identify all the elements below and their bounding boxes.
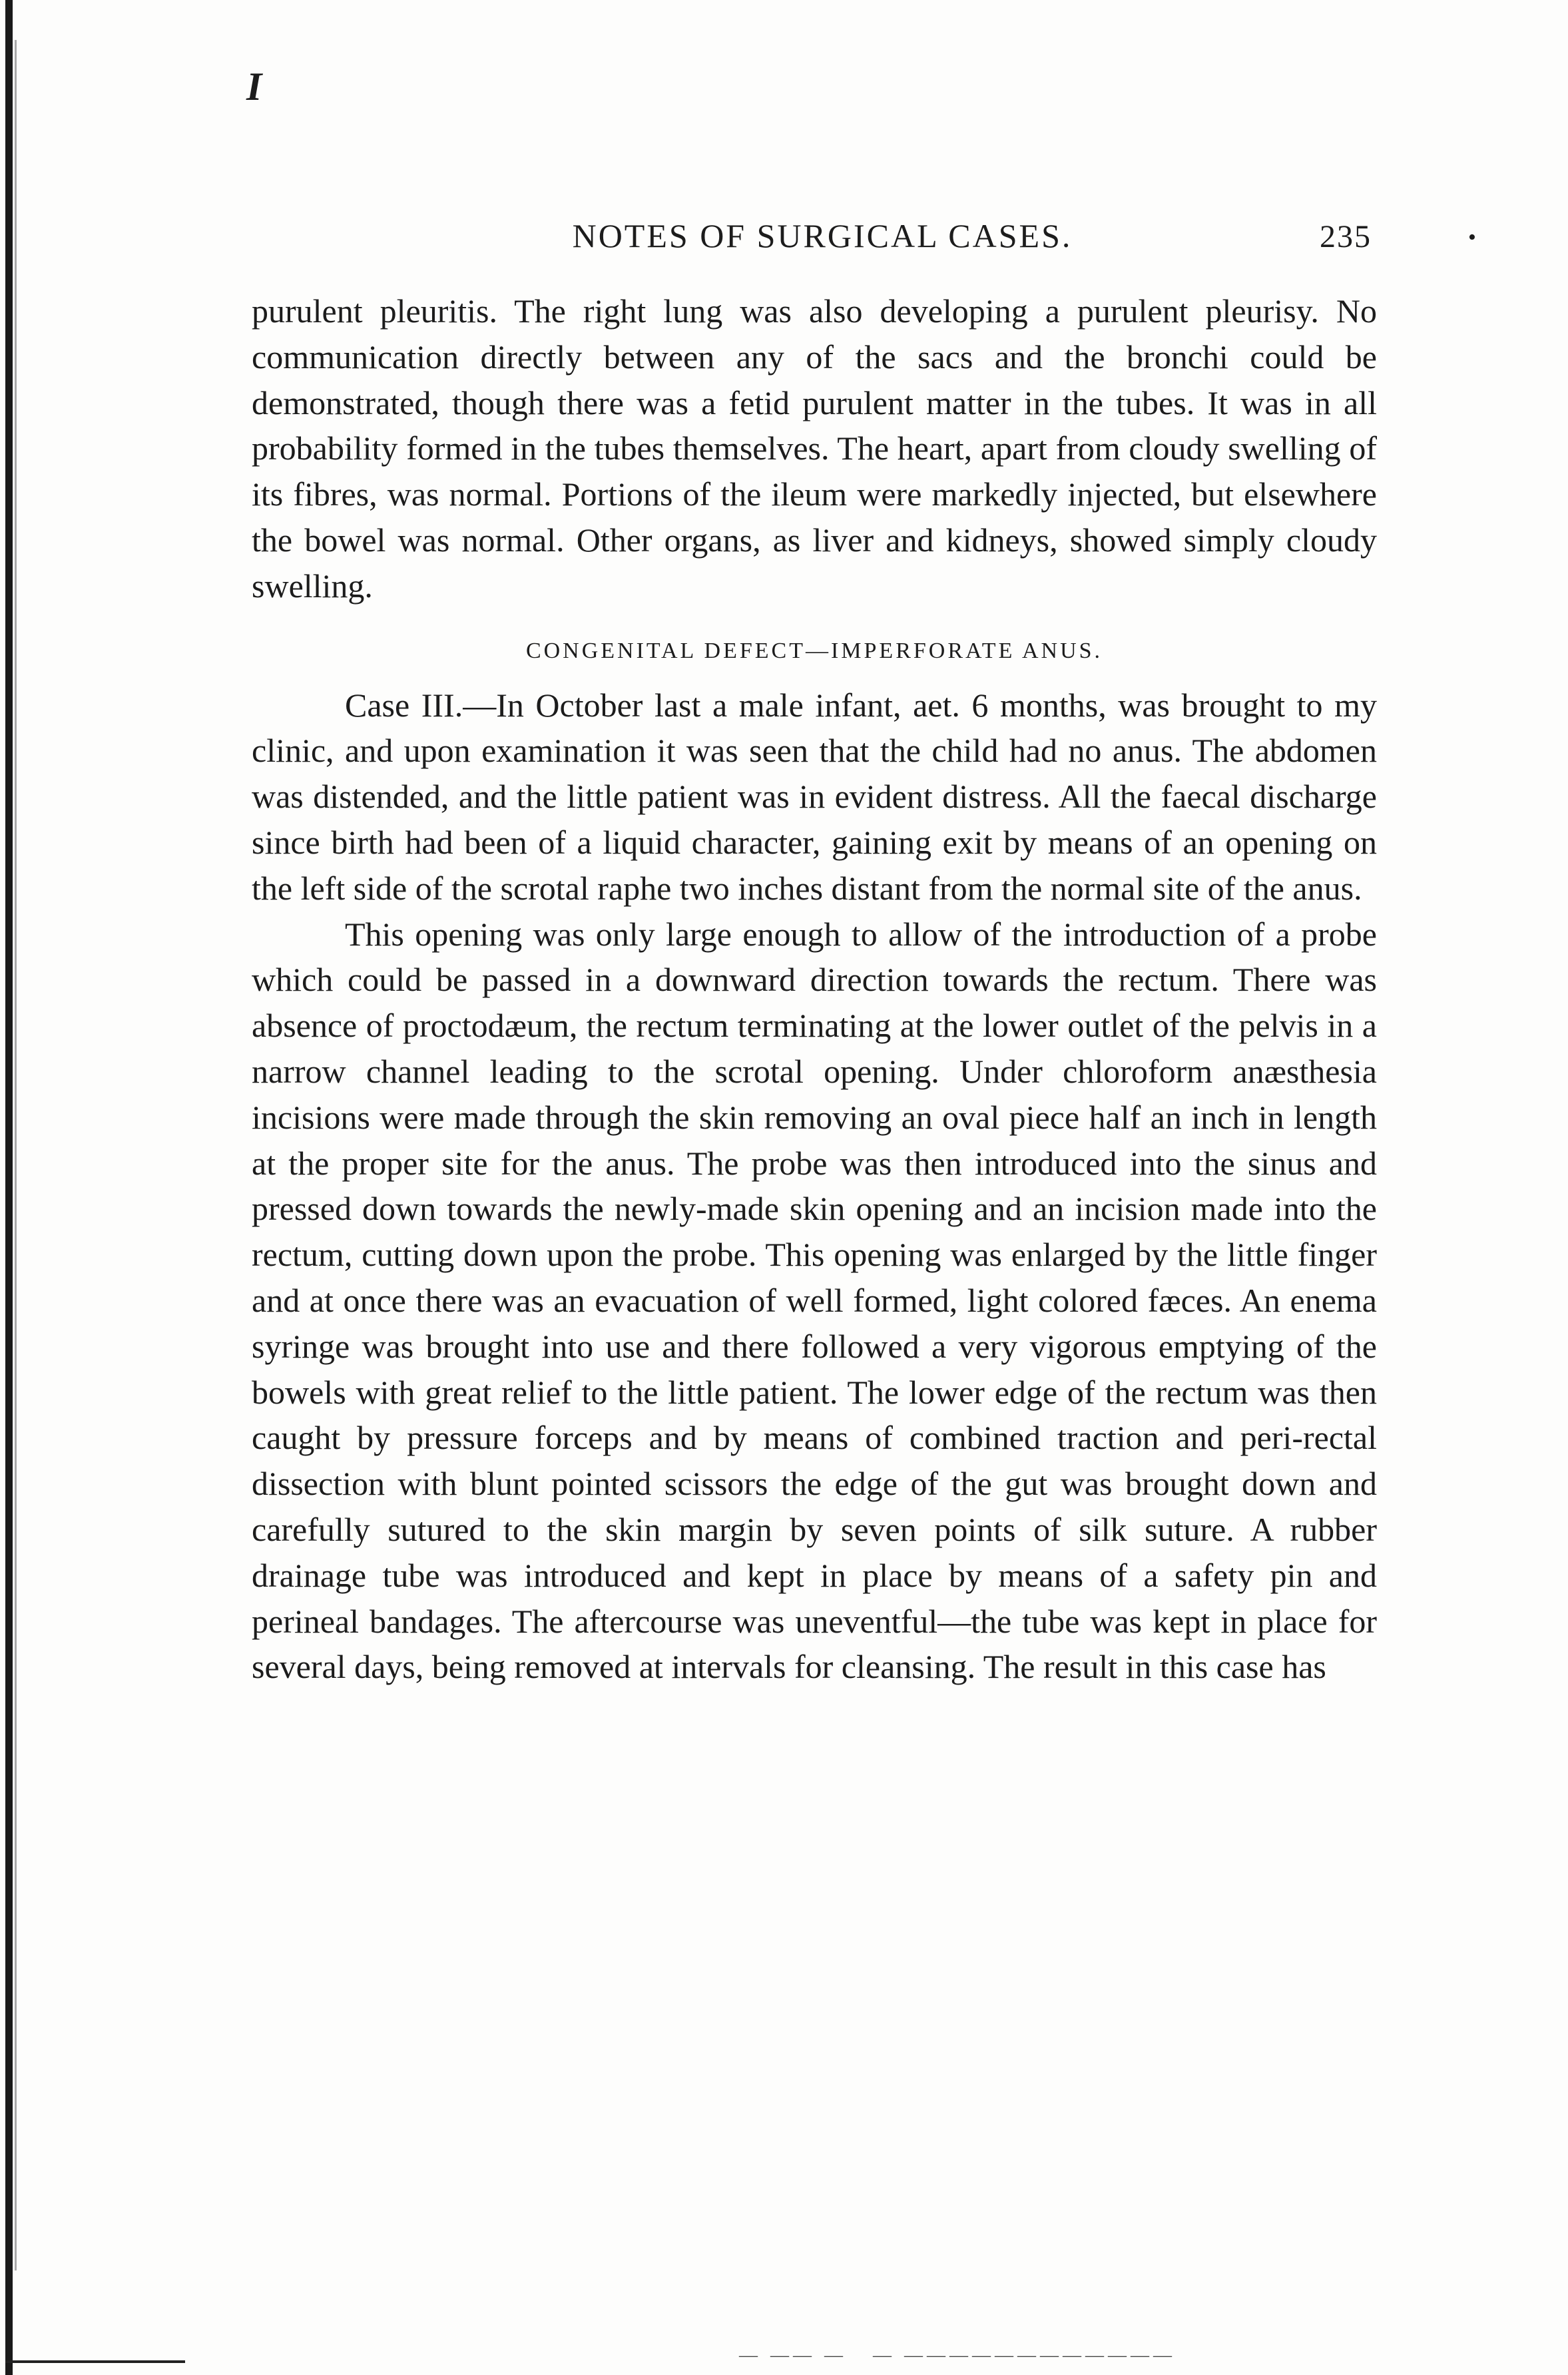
- page-body: [252, 216, 1377, 1690]
- running-title: NOTES OF SURGICAL CASES.: [572, 217, 1073, 254]
- page-number: 235: [1320, 219, 1372, 254]
- margin-mark: •: [1468, 225, 1476, 250]
- binding-edge: [5, 0, 13, 2375]
- section-heading: CONGENITAL DEFECT—IMPERFORATE ANUS.: [525, 638, 1103, 663]
- stray-mark: I: [246, 65, 262, 109]
- bottom-rule: [5, 2360, 185, 2363]
- paragraph-procedure: This opening was only large enough to allow of the introduction of a probe which could be passed in a downward direction towards the rectum. There was absence of proctodæum, the rectum terminating at the lower outlet of the pelvis in a narrow channel leading to the scrotal opening. Under chloroform anæsthesia incisions were made through the skin removing an oval piece half an inch in length at the proper site for the anus. The probe was then introduced into the sinus and pressed down towards the newly-made skin opening and an incision made into the rectum, cutting down upon the probe. This opening was enlarged by the little finger and at once there was an evacuation of well formed, light colored fæces. An enema syringe was brought into use and there followed a very vigorous emptying of the bowels with great relief to the little patient. The lower edge of the rectum was then caught by pressure forceps and by means of combined traction and peri-rectal dissection with blunt pointed scissors the edge of the gut was brought down and carefully sutured to the skin margin by seven points of silk suture. A rubber drainage tube was introduced and kept in place by means of a safety pin and perineal bandages. The aftercourse was uneventful—the tube was kept in place for several days, being removed at intervals for cleansing. The result in this case has: [252, 915, 1377, 1686]
- paragraph-continued: purulent pleuritis. The right lung was also developing a purulent pleurisy. No communication directly between any of the sacs and the bronchi could be demonstrated, though there was a fetid purulent matter in the tubes. It was in all probability formed in the tubes themselves. The heart, apart from cloudy swelling of its fibres, was normal. Portions of the ileum were markedly injected, but elsewhere the bowel was normal. Other organs, as liver and kidneys, showed simply cloudy swelling.: [252, 292, 1377, 605]
- running-head: [252, 216, 1377, 268]
- binding-shadow: [15, 40, 17, 2270]
- paragraph-case-iii: Case III.—In October last a male infant, aet. 6 months, was brought to my clinic, and upon examination it was seen that the child had no anus. The abdomen was distended, and the little patient was in evident distress. All the faecal discharge since birth had been of a liquid character, gaining exit by means of an opening on the left side of the scrotal raphe two inches distant from the normal site of the anus.: [252, 686, 1377, 907]
- footer-marks: — —— — — ————————————: [739, 2345, 1176, 2366]
